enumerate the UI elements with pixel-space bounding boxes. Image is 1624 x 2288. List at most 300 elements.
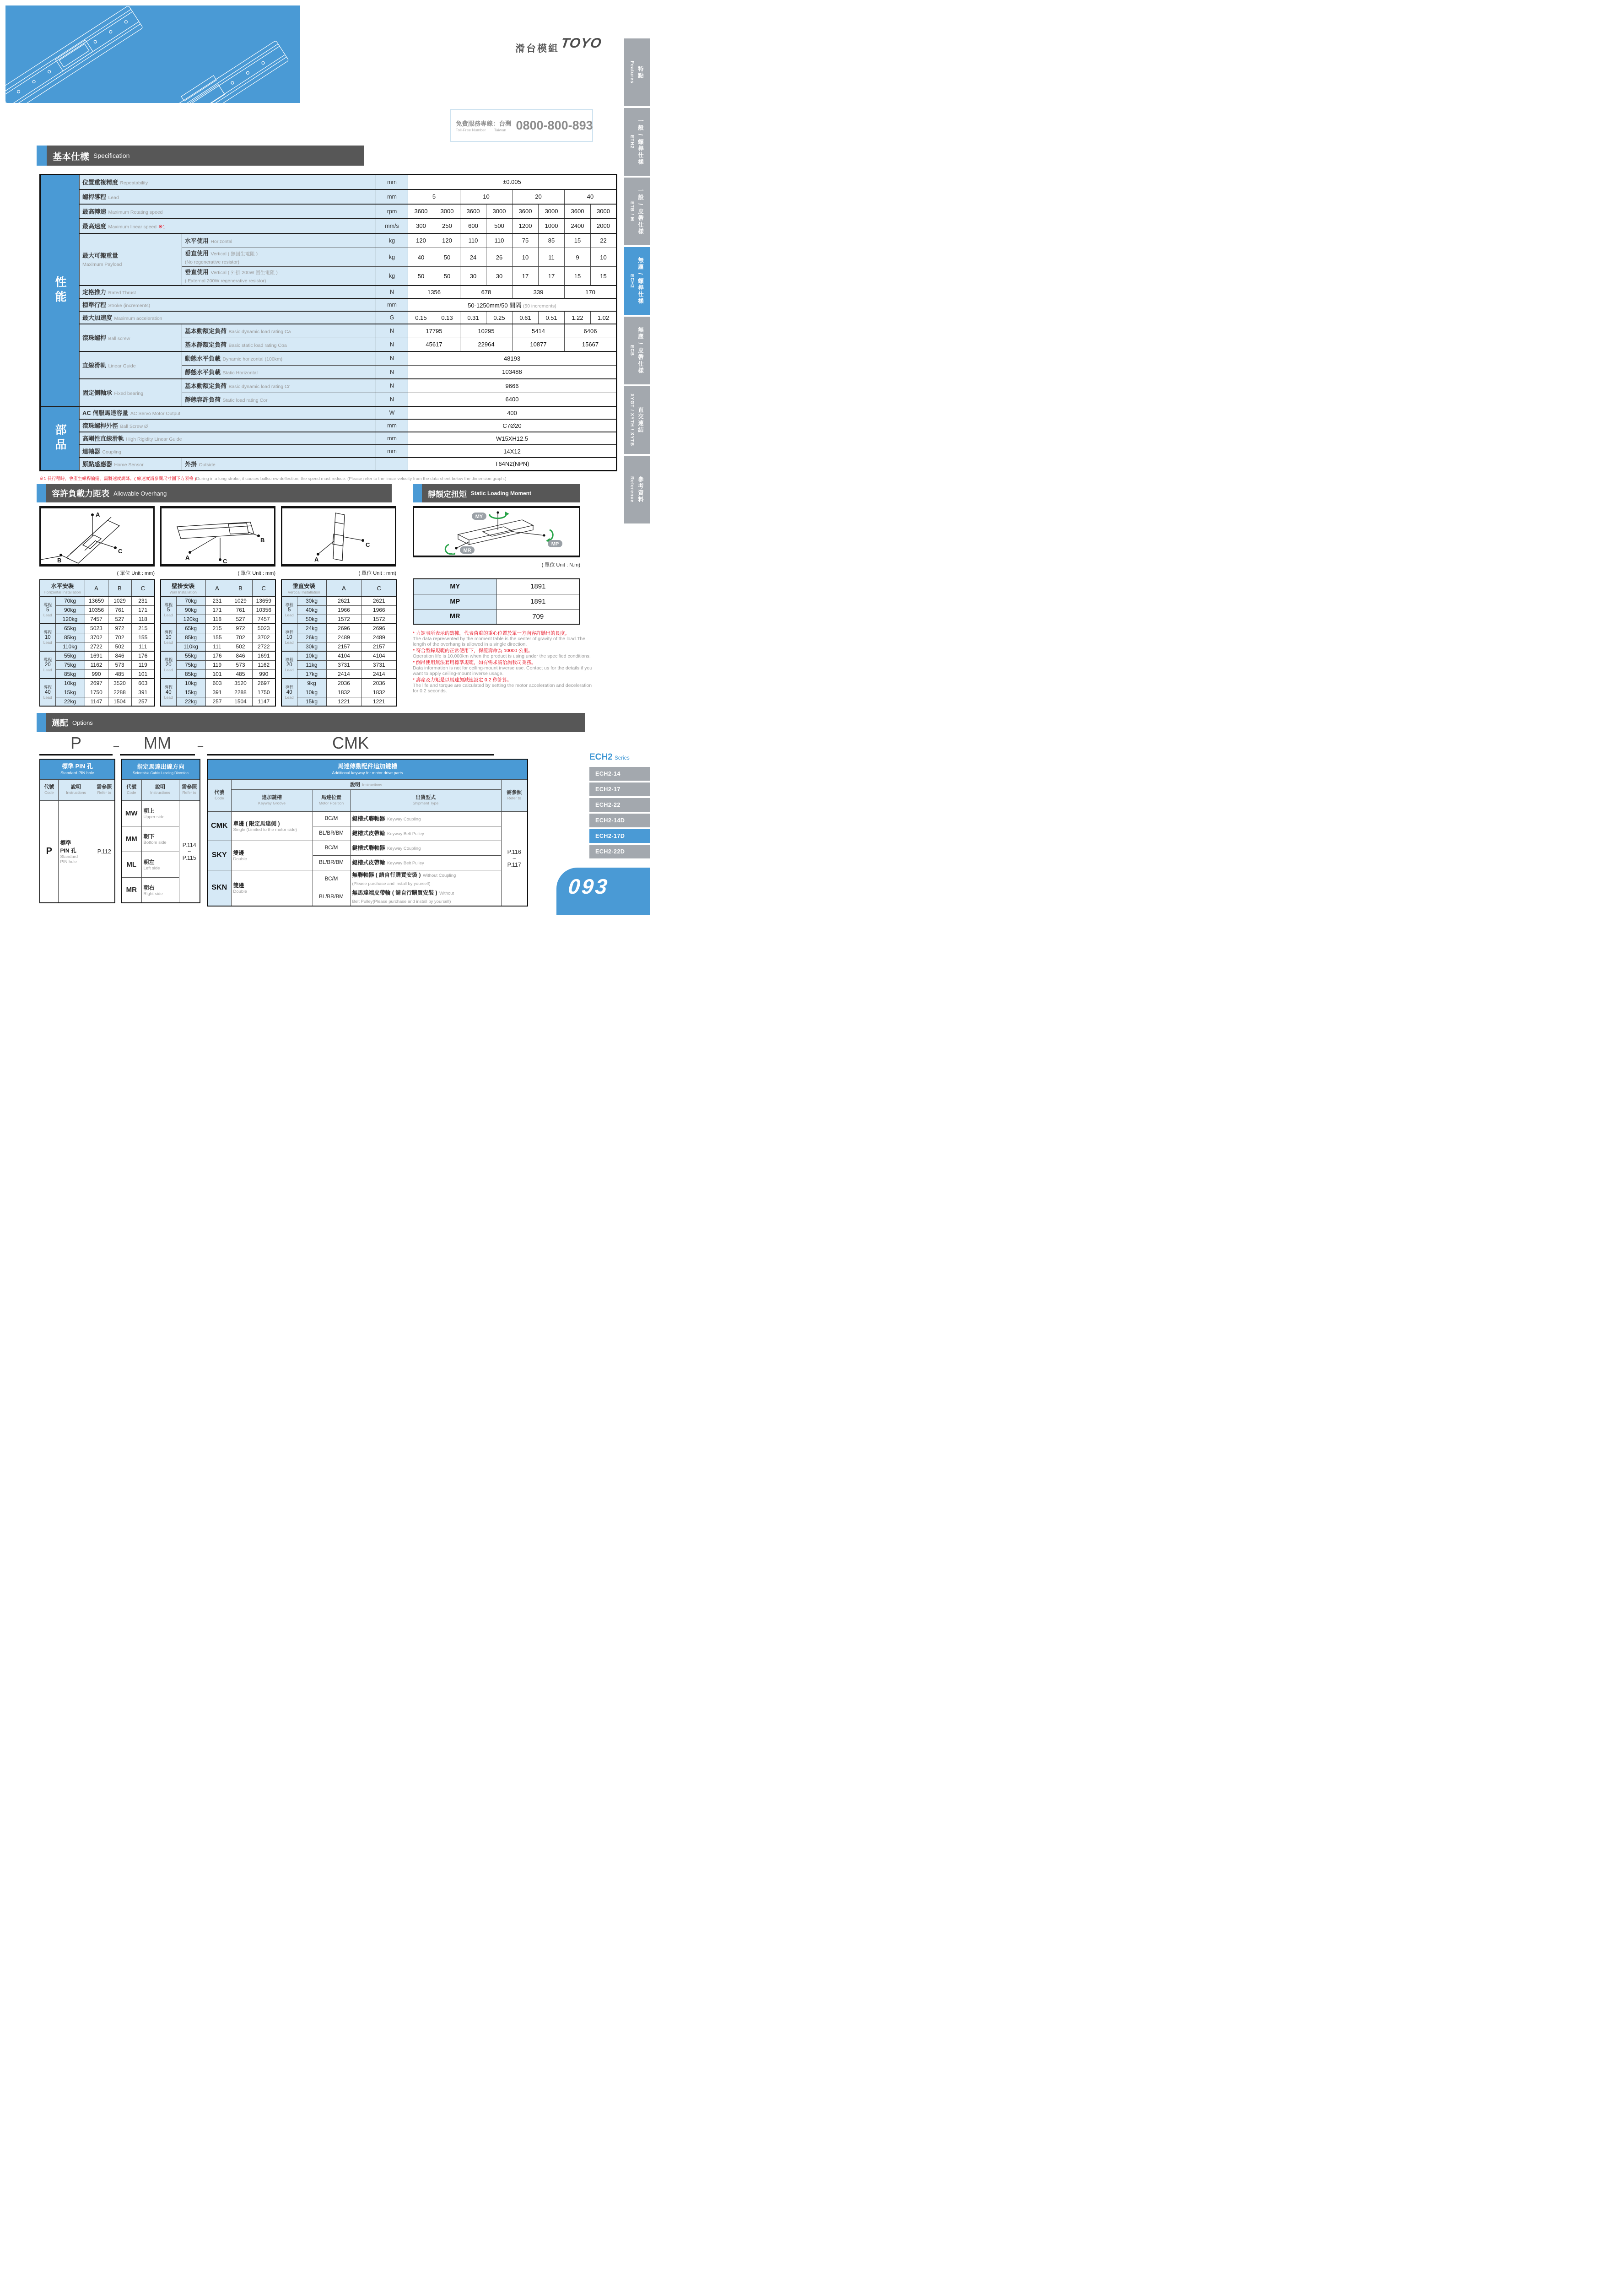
pin-code: P (40, 800, 58, 903)
option-code-p: P (70, 734, 81, 752)
series-item-ech2-17d[interactable] (589, 829, 650, 843)
moment-value: 709 (496, 609, 580, 624)
overhang-lead: 導程 40 Lead (161, 679, 176, 706)
overhang-weight: 9kg (297, 679, 326, 688)
overhang-value: 2696 (326, 624, 361, 633)
overhang-row (161, 605, 275, 615)
val: 5 (408, 189, 460, 204)
zh: 一般 / 螺桿仕樣 (637, 118, 644, 166)
zh: 水平使用 (185, 237, 209, 244)
overhang-weight: 75kg (55, 660, 85, 669)
val: 40 (408, 248, 434, 267)
en2: ( External 200W regenerative resistor) (185, 278, 266, 284)
overhang-value: 171 (131, 605, 155, 615)
spec-row (40, 286, 617, 298)
overhang-row (281, 615, 397, 624)
en: Code (44, 790, 54, 795)
sidebar-tab-xy[interactable] (624, 386, 650, 454)
unit: mm (376, 298, 408, 311)
unit: W (376, 406, 408, 419)
val: 50 (434, 267, 460, 286)
series-name: ECH2 (589, 752, 613, 762)
en: Keyway Belt Pulley (387, 831, 424, 836)
overhang-weight: 17kg (297, 669, 326, 679)
unit: mm/s (376, 219, 408, 233)
spec-label-rigidity (80, 432, 376, 445)
moment-notes (413, 631, 595, 695)
val: 0.25 (486, 311, 513, 324)
zh: 單邊 ( 限定馬達側 ) (233, 820, 280, 827)
overhang-header-row (40, 580, 155, 596)
unit: mm (376, 419, 408, 432)
label: ECH2-14 (595, 771, 620, 777)
overhang-weight: 85kg (176, 669, 205, 679)
point-label-c: C (223, 558, 227, 564)
series-item-ech2-14[interactable] (589, 767, 650, 781)
cable-direction-table-wrap (121, 759, 200, 903)
tollfree-en-label: Toll-Free Number (456, 128, 486, 132)
spec-row (40, 445, 617, 458)
overhang-weight: 10kg (176, 679, 205, 688)
keyway-refer (501, 811, 528, 906)
overhang-value: 527 (108, 615, 131, 624)
overhang-value: 573 (229, 660, 252, 669)
cable-code: MR (121, 877, 141, 903)
en: Keyway Coupling (387, 846, 421, 851)
series-title (589, 752, 630, 762)
spec-label-sensor-outside (182, 458, 376, 470)
spec-label-payload (80, 233, 182, 286)
section-title-zh: 容許負載力距表 (52, 489, 109, 498)
overhang-col-A: A (85, 580, 108, 596)
moment-drawing (414, 508, 578, 555)
en: Refer to (507, 796, 521, 801)
unit: mm (376, 445, 408, 458)
spec-label-motor (80, 406, 376, 419)
val: 103488 (408, 365, 617, 379)
overhang-row (40, 651, 155, 660)
val: 3000 (434, 204, 460, 219)
cable-refer (179, 800, 200, 903)
en: Code (127, 790, 136, 795)
section-title-zh: 基本仕樣 (53, 151, 89, 162)
section-title-zh: 靜額定扭矩 (428, 490, 467, 499)
zh: 需參照 (507, 790, 522, 796)
overhang-value: 3702 (85, 633, 108, 642)
overhang-row (40, 633, 155, 642)
point-label-c: C (366, 541, 370, 548)
moment-row (413, 594, 580, 609)
point-label-a: A (314, 556, 319, 563)
val: 11 (539, 248, 565, 267)
unit: N (376, 324, 408, 338)
overhang-row (40, 605, 155, 615)
point-label-a: A (96, 511, 100, 518)
overhang-section-header (46, 484, 392, 502)
overhang-lead: 導程 40 Lead (281, 679, 297, 706)
overhang-accent (37, 484, 46, 502)
en: Refer to (97, 790, 111, 795)
overhang-value: 2722 (252, 642, 275, 651)
overhang-value: 846 (108, 651, 131, 660)
val: 30 (460, 267, 486, 286)
sidebar-tab-reference[interactable] (624, 456, 650, 523)
cable-code: MM (121, 826, 141, 852)
band-label: 部品 (54, 423, 66, 453)
zh: 鍵槽式聯軸器 (352, 845, 385, 851)
spec-label-bearing-dynamic (182, 379, 376, 393)
overhang-value: 4104 (326, 651, 361, 660)
en: Features (629, 61, 635, 84)
en: Rated Thrust (108, 290, 136, 296)
en: Maximum Payload (82, 261, 122, 267)
divider (120, 754, 195, 755)
band-label: 性能 (54, 276, 66, 305)
overhang-value: 155 (131, 633, 155, 642)
overhang-col-B: B (108, 580, 131, 596)
keyway-groove (231, 841, 313, 870)
sidebar-tab-ech2[interactable] (624, 247, 650, 315)
col-code (207, 779, 231, 811)
val: ±0.005 (408, 175, 617, 189)
col-code (121, 779, 141, 800)
zh: AC 伺服馬達容量 (82, 410, 129, 416)
en: Maximum Rotating speed (108, 209, 163, 215)
overhang-table-horizontal (39, 579, 155, 707)
zh: 出貨型式 (415, 795, 436, 801)
overhang-value: 2036 (326, 679, 361, 688)
cable-table-header (121, 759, 200, 779)
val: 22964 (460, 338, 513, 351)
note-zh: * 倒吊使用無法套用標準規範，如有需求請洽詢我司業務。 (413, 660, 536, 666)
overhang-row (161, 679, 275, 688)
en: Dynamic horizontal (100km) (222, 356, 283, 362)
overhang-value: 2036 (361, 679, 397, 688)
zh: 最大加速度 (82, 314, 113, 321)
overhang-row (281, 596, 397, 605)
spec-row (40, 219, 617, 233)
en: Standard (60, 854, 78, 859)
en: Refer to (182, 790, 196, 795)
divider (39, 754, 113, 755)
overhang-header-row (281, 580, 397, 596)
note-zh: * 符合型錄規範的正常使用下，保證壽命為 10000 公里。 (413, 648, 533, 654)
spec-label-vertical-no-res (182, 248, 376, 267)
moment-accent (413, 484, 422, 502)
overhang-row (281, 697, 397, 706)
en: Fixed bearing (114, 391, 144, 396)
cable-desc (141, 826, 179, 852)
overhang-value: 1691 (85, 651, 108, 660)
val: 1.22 (565, 311, 591, 324)
keyway-table (207, 759, 528, 907)
zh: 動態水平負載 (185, 355, 221, 362)
spec-label-coupling (80, 445, 376, 458)
overhang-value: 485 (229, 669, 252, 679)
overhang-value: 1029 (229, 596, 252, 605)
series-suffix: Series (615, 755, 630, 761)
val: 9 (565, 248, 591, 267)
overhang-value: 2414 (361, 669, 397, 679)
cable-desc (141, 852, 179, 877)
val: 110 (460, 233, 486, 248)
moment-row (413, 609, 580, 624)
zh: 需參照 (182, 784, 197, 790)
en: ECB (629, 345, 635, 356)
zh: 原點感應器 (82, 460, 113, 468)
overhang-value: 761 (108, 605, 131, 615)
en: Outside (199, 462, 216, 468)
overhang-value: 10356 (252, 605, 275, 615)
overhang-value: 4104 (361, 651, 397, 660)
val: 6400 (408, 393, 617, 406)
val: 10877 (513, 338, 565, 351)
en: Without (439, 890, 454, 896)
overhang-row (281, 642, 397, 651)
series-item-ech2-22[interactable] (589, 798, 650, 812)
en: Basic dynamic load rating Cr (228, 384, 290, 390)
en: Vertical ( 外掛 200W 回生電阻 ) (210, 270, 278, 275)
val-en: (50 increments) (523, 303, 556, 309)
val: 48193 (408, 351, 617, 365)
val: 120 (408, 233, 434, 248)
overhang-row (40, 688, 155, 697)
en: Lead (108, 194, 119, 200)
en: Ball screw (108, 336, 130, 341)
shipment-type (350, 811, 501, 826)
overhang-table (281, 579, 397, 707)
overhang-row (40, 679, 155, 688)
en: ETH2 (629, 135, 635, 149)
zh: 基本動額定負荷 (185, 328, 227, 335)
overhang-row (281, 633, 397, 642)
overhang-value: 119 (205, 660, 229, 669)
overhang-row (281, 605, 397, 615)
overhang-value: 2414 (326, 669, 361, 679)
en: Instructions (362, 782, 382, 787)
en: Standard PIN hole (60, 771, 94, 776)
note-zh: * 力矩表所表示的數據，代表荷重的重心位置於單一方向容許懸出的長度。 (413, 631, 570, 636)
en: Keyway Groove (258, 801, 286, 806)
overhang-value: 155 (205, 633, 229, 642)
zh: 說明 (350, 782, 361, 788)
overhang-value: 1966 (361, 605, 397, 615)
en: Double (233, 889, 247, 894)
overhang-col-C: C (252, 580, 275, 596)
overhang-row (281, 679, 397, 688)
overhang-lead: 導程 20 Lead (161, 651, 176, 679)
overhang-value: 391 (205, 688, 229, 697)
series-item-ech2-17[interactable] (589, 782, 650, 796)
motor-position: BL/BR/BM (313, 855, 350, 870)
val: 0.13 (434, 311, 460, 324)
unit-note-moment: ( 單位 Unit : N.m) (541, 562, 580, 568)
en2: (Please purchase and install by yourself) (352, 881, 431, 886)
point-label-b: B (57, 557, 62, 564)
col-code (40, 779, 58, 800)
spec-label-screw-dia (80, 419, 376, 432)
overhang-weight: 24kg (297, 624, 326, 633)
overhang-weight: 70kg (55, 596, 85, 605)
spec-label-rpm (80, 204, 376, 219)
series-item-ech2-14d[interactable] (589, 814, 650, 827)
label: ECH2-17D (595, 833, 625, 839)
sidebar-tab-etb-m[interactable] (624, 178, 650, 245)
unit (376, 458, 408, 470)
overhang-row (281, 669, 397, 679)
spec-label-stroke (80, 298, 376, 311)
overhang-value: 3520 (108, 679, 131, 688)
cable-direction-table (121, 759, 200, 903)
spec-row (40, 432, 617, 445)
overhang-col-B: B (229, 580, 252, 596)
zh: 鍵槽式聯軸器 (352, 815, 385, 822)
overhang-weight: 70kg (176, 596, 205, 605)
spec-label-guide-dynamic (182, 351, 376, 365)
overhang-weight: 85kg (176, 633, 205, 642)
overhang-weight: 55kg (176, 651, 205, 660)
overhang-value: 1221 (361, 697, 397, 706)
en: Coupling (102, 449, 121, 455)
dash-icon: – (197, 740, 204, 751)
sidebar-tab-features[interactable] (624, 38, 650, 106)
motor-position: BL/BR/BM (313, 826, 350, 841)
unit: kg (376, 267, 408, 286)
overhang-row (40, 624, 155, 633)
overhang-row (161, 669, 275, 679)
overhang-weight: 85kg (55, 669, 85, 679)
en: ECH2 (629, 274, 635, 288)
pin-refer: P.112 (94, 800, 115, 903)
spec-row (40, 324, 617, 338)
sidebar-tab-ecb[interactable] (624, 317, 650, 384)
zh: 鍵槽式皮帶輪 (352, 859, 385, 866)
unit: N (376, 338, 408, 351)
overhang-col-C: C (131, 580, 155, 596)
en: Left side (143, 866, 160, 871)
overhang-value: 603 (131, 679, 155, 688)
en: Shipment Type (412, 801, 439, 806)
en: Single (Limited to the motor side) (233, 827, 297, 832)
overhang-value: 2489 (361, 633, 397, 642)
overhang-table-vertical (281, 579, 396, 707)
overhang-weight: 30kg (297, 642, 326, 651)
overhang-lead: 導程 10 Lead (161, 624, 176, 651)
overhang-value: 111 (205, 642, 229, 651)
overhang-value: 2288 (229, 688, 252, 697)
footnote-zh: ※1 長行程時，會產生螺桿偏擺，需將速度調降。( 線速度請參閱尺寸圖下方表格 ) (39, 476, 196, 481)
overhang-value: 13659 (252, 596, 275, 605)
zh: PIN 孔 (60, 847, 76, 854)
overhang-row (161, 624, 275, 633)
en: Maximum acceleration (114, 316, 162, 321)
val: 26 (486, 248, 513, 267)
overhang-value: 2722 (85, 642, 108, 651)
spec-table (39, 174, 617, 471)
val: 250 (434, 219, 460, 233)
en: Static load rating Cor (222, 397, 268, 403)
moment-table-wrap (413, 578, 580, 625)
col-instructions (231, 779, 501, 789)
val: 75 (513, 233, 539, 248)
zh: 說明 (155, 784, 165, 790)
val: 20 (513, 189, 565, 204)
unit: mm (376, 432, 408, 445)
val: 0.31 (460, 311, 486, 324)
note-en: The life and torque are calculated by setting the motor acceleration and deceleration for 0.2 seconds. (413, 683, 592, 694)
overhang-value: 176 (205, 651, 229, 660)
overhang-weight: 120kg (176, 615, 205, 624)
overhang-value: 215 (205, 624, 229, 633)
val: 45617 (408, 338, 460, 351)
shipment-type (350, 841, 501, 855)
overhang-weight: 22kg (176, 697, 205, 706)
moment-row (413, 579, 580, 594)
val: 3600 (513, 204, 539, 219)
en: Reference (629, 476, 635, 503)
overhang-weight: 75kg (176, 660, 205, 669)
overhang-value: 485 (108, 669, 131, 679)
val: 50 (408, 267, 434, 286)
zh: 代號 (214, 790, 225, 796)
overhang-value: 231 (131, 596, 155, 605)
overhang-weight: 120kg (55, 615, 85, 624)
overhang-row (161, 688, 275, 697)
zh: 無聯軸器 ( 請自行購買安裝 ) (352, 871, 421, 878)
val: 3600 (565, 204, 591, 219)
zh: 靜態容許負荷 (185, 396, 221, 403)
spec-label-ballscrew (80, 324, 182, 351)
col-refer (501, 779, 528, 811)
keyway-code-cmk: CMK (207, 811, 231, 841)
overhang-value: 13659 (85, 596, 108, 605)
overhang-table-title: 垂直安裝 Vertical Installation (281, 580, 326, 596)
footnote-en: During in a long stroke, it causes ballscrew deflection, the speed must reduce. (Please refer to the linear velocity from the data sheet below the dimension graph.) (196, 476, 507, 481)
spec-label-repeatability (80, 175, 376, 189)
tollfree-box (450, 109, 593, 142)
val: 110 (486, 233, 513, 248)
keyway-code-sky: SKY (207, 841, 231, 870)
overhang-header-row (161, 580, 275, 596)
overhang-weight: 90kg (55, 605, 85, 615)
sidebar-tab-eth2[interactable] (624, 108, 650, 176)
overhang-value: 119 (131, 660, 155, 669)
val: 2400 (565, 219, 591, 233)
val: W15XH12.5 (408, 432, 617, 445)
overhang-value: 1147 (85, 697, 108, 706)
overhang-weight: 55kg (55, 651, 85, 660)
series-item-ech2-22d[interactable] (589, 845, 650, 858)
zh: 朝左 (143, 859, 155, 865)
overhang-value: 3520 (229, 679, 252, 688)
zh: 直線滑軌 (82, 362, 107, 369)
moment-label: MR (413, 609, 496, 624)
spec-row (40, 458, 617, 470)
overhang-weight: 65kg (55, 624, 85, 633)
zh: 馬達傳動配件追加鍵槽 (337, 763, 397, 770)
zh: 一般 / 皮帶仕樣 (637, 188, 644, 235)
col-refer (179, 779, 200, 800)
overhang-lead: 導程 10 Lead (281, 624, 297, 651)
shipment-type (350, 826, 501, 841)
en: Linear Guide (108, 363, 136, 369)
motor-position: BC/M (313, 870, 350, 888)
overhang-table-wall (160, 579, 275, 707)
zh: 朝右 (143, 884, 155, 891)
val: 15 (591, 267, 617, 286)
overhang-weight: 22kg (55, 697, 85, 706)
refer-from: P.116 (507, 849, 521, 855)
